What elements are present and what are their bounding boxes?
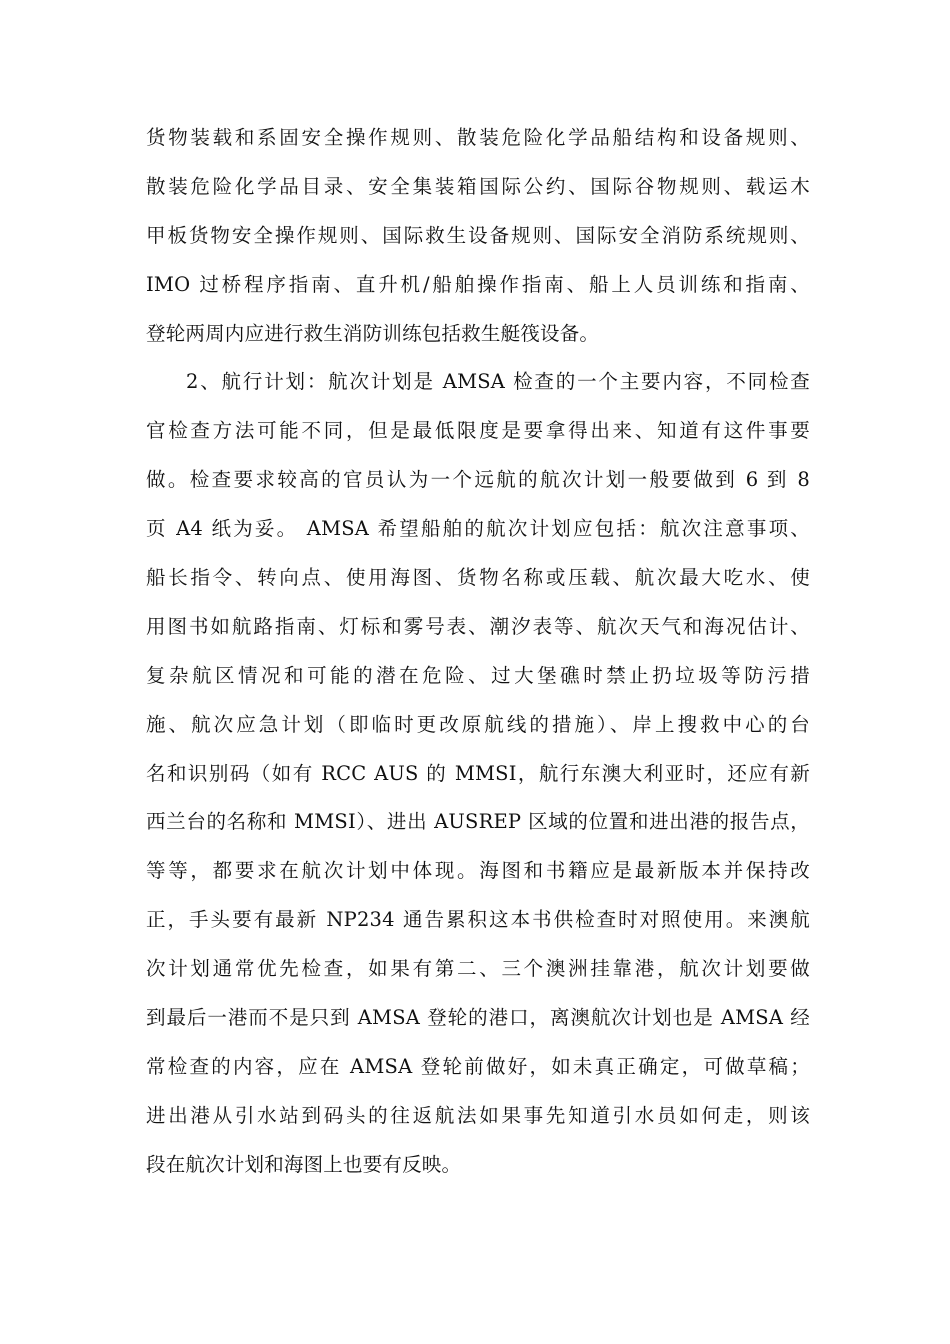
text-line: 等等，都要求在航次计划中体现。海图和书籍应是最新版本并保持改: [146, 859, 810, 883]
text-line: 西兰台的名称和 MMSI）、进出 AUSREP 区域的位置和进出港的报告点，: [146, 810, 810, 834]
text-line: 页 A4 纸为妥。 AMSA 希望船舶的航次计划应包括：航次注意事项、: [146, 517, 810, 541]
text-line: 做。检查要求较高的官员认为一个远航的航次计划一般要做到 6 到 8: [146, 468, 810, 492]
text-line: 进出港从引水站到码头的往返航法如果事先知道引水员如何走，则该: [146, 1103, 810, 1127]
text-line: 官检查方法可能不同，但是最低限度是要拿得出来、知道有这件事要: [146, 419, 810, 443]
text-line: 用图书如航路指南、灯标和雾号表、潮汐表等、航次天气和海况估计、: [146, 614, 810, 638]
text-line: 次计划通常优先检查，如果有第二、三个澳洲挂靠港，航次计划要做: [146, 957, 810, 981]
text-line: 施、航次应急计划（即临时更改原航线的措施）、岸上搜救中心的台: [146, 712, 810, 736]
text-line: 正，手头要有最新 NP234 通告累积这本书供检查时对照使用。来澳航: [146, 908, 810, 932]
text-line: 2、航行计划：航次计划是 AMSA 检查的一个主要内容，不同检查: [186, 370, 810, 394]
document-body: [146, 114, 810, 1190]
text-line: 名和识别码（如有 RCC AUS 的 MMSI，航行东澳大利亚时，还应有新: [146, 761, 810, 785]
text-line: 到最后一港而不是只到 AMSA 登轮的港口，离澳航次计划也是 AMSA 经: [146, 1006, 810, 1030]
paragraph-voyage-plan: [146, 358, 810, 1189]
text-line: 登轮两周内应进行救生消防训练包括救生艇筏设备。: [146, 321, 600, 345]
text-line: 甲板货物安全操作规则、国际救生设备规则、国际安全消防系统规则、: [146, 223, 810, 247]
text-line: 复杂航区情况和可能的潜在危险、过大堡礁时禁止扔垃圾等防污措: [146, 663, 810, 687]
text-line: 散装危险化学品目录、安全集装箱国际公约、国际谷物规则、载运木: [146, 174, 810, 198]
paragraph-regulations-list: [146, 114, 810, 358]
text-line: 段在航次计划和海图上也要有反映。: [146, 1152, 462, 1176]
text-line: 货物装载和系固安全操作规则、散装危险化学品船结构和设备规则、: [146, 126, 810, 149]
text-line: IMO 过桥程序指南、直升机/船舶操作指南、船上人员训练和指南、: [146, 272, 810, 296]
text-line: 船长指令、转向点、使用海图、货物名称或压载、航次最大吃水、使: [146, 566, 810, 590]
text-line: 常检查的内容，应在 AMSA 登轮前做好，如未真正确定，可做草稿；: [146, 1054, 810, 1078]
